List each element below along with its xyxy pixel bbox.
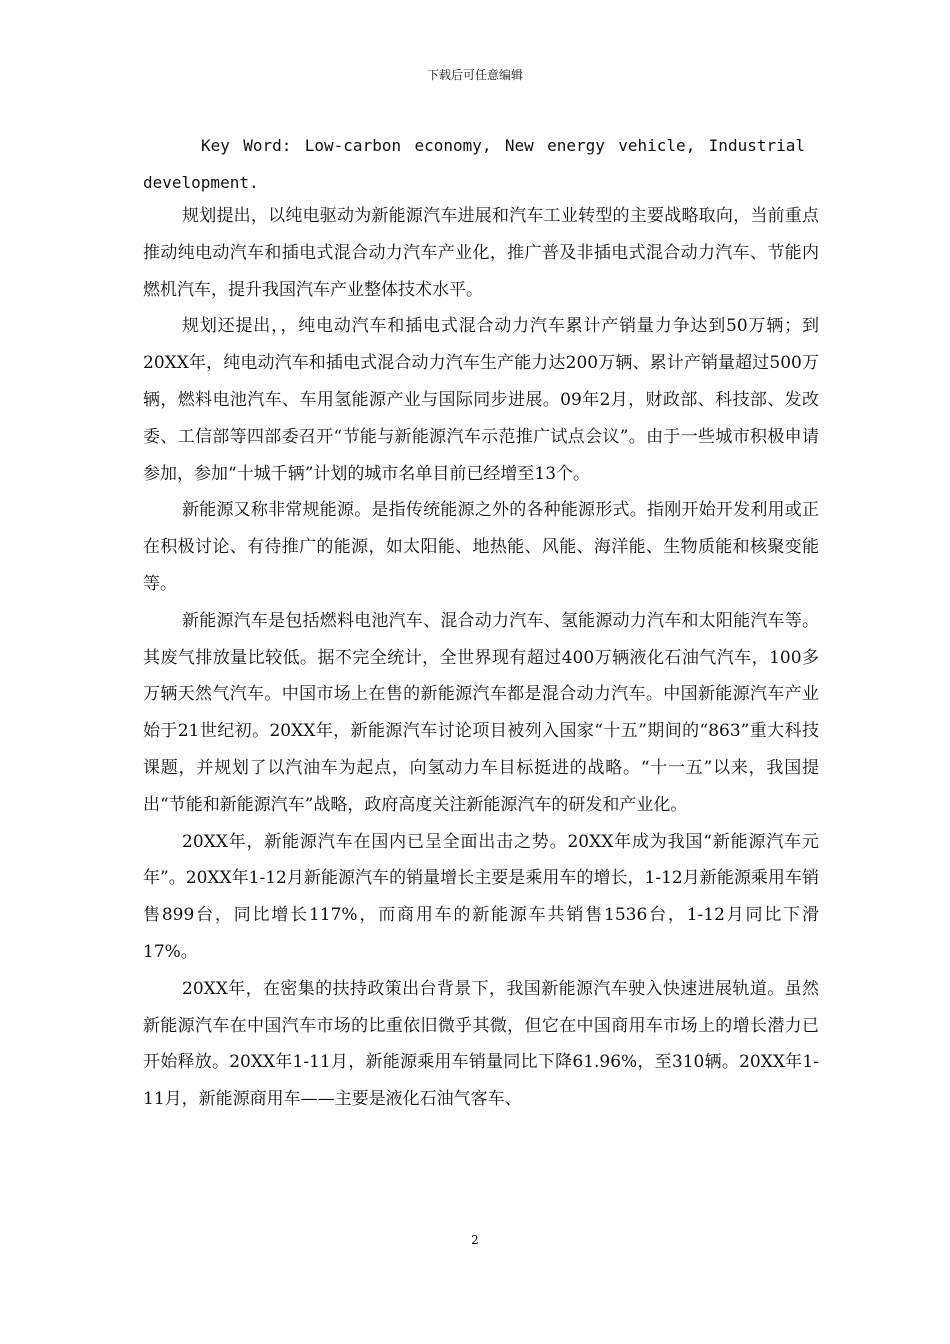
paragraph-plan-strategy: 规划提出，以纯电驱动为新能源汽车进展和汽车工业转型的主要战略取向，当前重点推动纯电动汽车和插电式混合动力汽车产业化，推广普及非插电式混合动力汽车、节能内燃机汽车，提升我国汽车产业整体技术水平。 bbox=[143, 206, 819, 300]
keywords bbox=[143, 127, 805, 201]
paragraph-new-energy-vehicles: 新能源汽车是包括燃料电池汽车、混合动力汽车、氢能源动力汽车和太阳能汽车等。其废气排放量比较低。据不完全统计，全世界现有超过400万辆液化石油气汽车，100多万辆天然气汽车。中国市场上在售的新能源汽车都是混合动力汽车。中国新能源汽车产业始于21世纪初。20XX年，新能源汽车讨论项目被列入国家“十五”期间的“863”重大科技课题，并规划了以汽油车为起点，向氢动力车目标挺进的战略。“十一五”以来，我国提出“节能和新能源汽车”战略，政府高度关注新能源汽车的研发和产业化。 bbox=[143, 610, 819, 815]
document-body bbox=[143, 198, 819, 1118]
paragraph-new-energy-definition: 新能源又称非常规能源。是指传统能源之外的各种能源形式。指刚开始开发利用或正在积极讨论、有待推广的能源，如太阳能、地热能、风能、海洋能、生物质能和核聚变能等。 bbox=[143, 500, 819, 594]
paragraph-policy-growth: 20XX年，在密集的扶持政策出台背景下，我国新能源汽车驶入快速进展轨道。虽然新能源汽车在中国汽车市场的比重依旧微乎其微，但它在中国商用车市场上的增长潜力已开始释放。20XX年1-11月，新能源乘用车销量同比下降61.96%，至310辆。20XX年1-11月，新能源商用车——主要是液化石油气客车、 bbox=[143, 978, 819, 1110]
keywords-line-1: Key Word: Low-carbon economy, New energy vehicle, Industrial bbox=[201, 136, 805, 155]
page-number: 2 bbox=[471, 1233, 479, 1247]
paragraph-plan-targets: 规划还提出，，纯电动汽车和插电式混合动力汽车累计产销量力争达到50万辆；到20XX年，纯电动汽车和插电式混合动力汽车生产能力达200万辆、累计产销量超过500万辆，燃料电池汽车、车用氢能源产业与国际同步进展。09年2月，财政部、科技部、发改委、工信部等四部委召开“节能与新能源汽车示范推广试点会议”。由于一些城市积极申请参加，参加“十城千辆”计划的城市名单目前已经增至13个。 bbox=[143, 316, 819, 484]
keywords-line-2: development. bbox=[143, 173, 259, 192]
page-header: 下载后可任意编辑 bbox=[426, 68, 523, 82]
paragraph-sales-year: 20XX年，新能源汽车在国内已呈全面出击之势。20XX年成为我国“新能源汽车元年”。20XX年1-12月新能源汽车的销量增长主要是乘用车的增长，1-12月新能源乘用车销售899台，同比增长117%，而商用车的新能源车共销售1536台，1-12月同比下滑17%。 bbox=[143, 831, 819, 962]
